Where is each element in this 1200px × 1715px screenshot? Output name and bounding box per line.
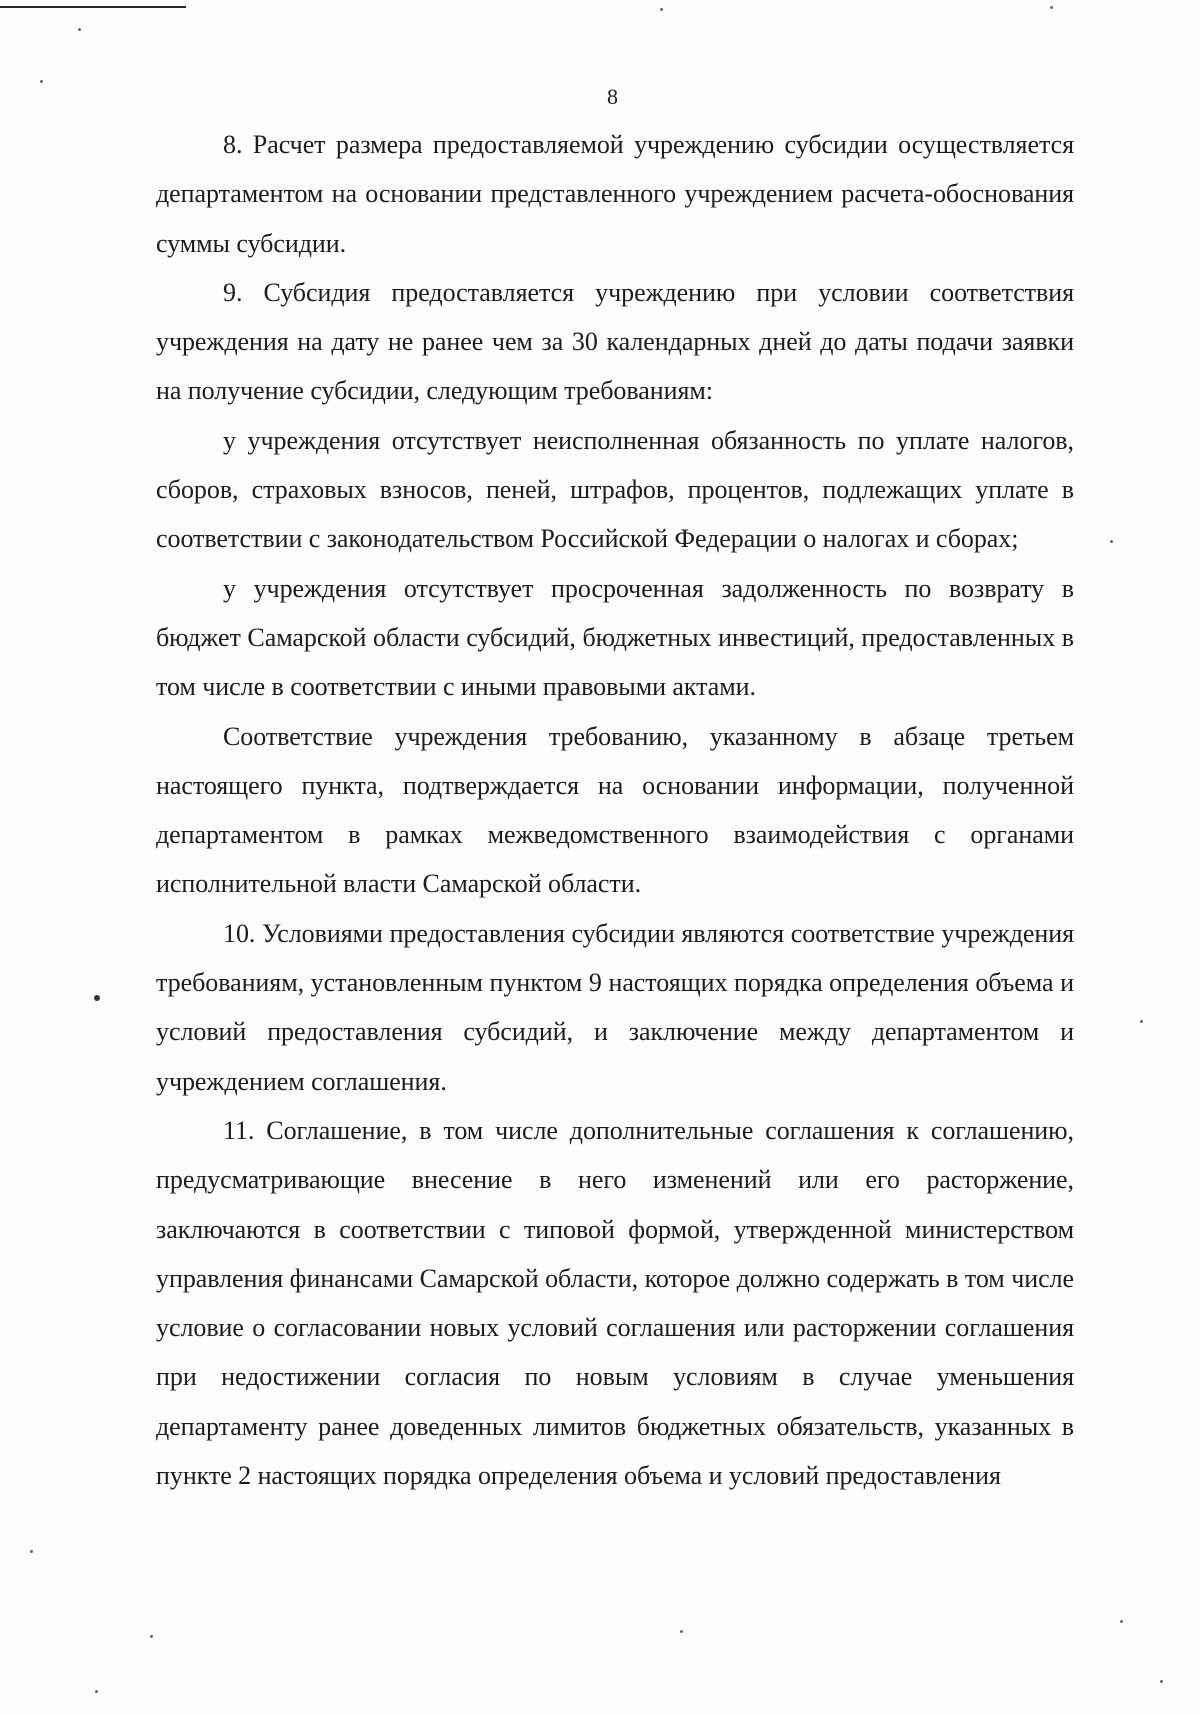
scan-speck [660, 8, 663, 11]
scan-speck [1160, 1680, 1163, 1683]
paragraph-item-9: 9. Субсидия предоставляется учреждению при условии соответствия учреждения на дату не ранее чем за 30 календарных дней до даты подачи заявки на получение субсидии, следующим требованиям: [156, 277, 1074, 406]
page-number: 8 [607, 84, 618, 109]
scan-speck [1050, 6, 1053, 9]
scan-speck [78, 28, 81, 31]
paragraph-requirement-taxes: у учреждения отсутствует неисполненная обязанность по уплате налогов, сборов, страховых взносов, пеней, штрафов, процентов, подлежащих уплате в соответствии с законодательством Российской Федерации о налогах и сборах; [156, 425, 1074, 554]
scan-speck [1110, 540, 1113, 543]
paragraph-requirement-debt: у учреждения отсутствует просроченная задолженность по возврату в бюджет Самарской области субсидий, бюджетных инвестиций, предоставленных в том числе в соответствии с иными правовыми актами. [156, 573, 1074, 702]
scan-speck [1140, 1020, 1143, 1023]
scan-speck [680, 1630, 683, 1633]
scan-edge-line [0, 6, 186, 8]
paragraph-item-11: 11. Соглашение, в том числе дополнительные соглашения к соглашению, предусматривающие внесение в него изменений или его расторжение, заключаются в соответствии с типовой формой, утвержденной министерством управления финансами Самарской области, которое должно содержать в том числе условие о согласовании новых условий соглашения или расторжении соглашения при недостижении согласия по новым условиям в случае уменьшения департаменту ранее доведенных лимитов бюджетных обязательств, указанных в пункте 2 настоящих порядка определения объема и условий предоставления [156, 1115, 1074, 1491]
paragraph-confirmation: Соответствие учреждения требованию, указанному в абзаце третьем настоящего пункта, подтверждается на основании информации, полученной департаментом в рамках межведомственного взаимодействия с органами исполнительной власти Самарской области. [156, 721, 1074, 899]
scan-speck [95, 1690, 98, 1693]
scan-speck [150, 1635, 153, 1638]
scan-speck [1120, 1620, 1123, 1623]
body-text [156, 120, 1074, 1500]
paragraph-item-8: 8. Расчет размера предоставляемой учреждению субсидии осуществляется департаментом на основании представленного учреждением расчета-обоснования суммы субсидии. [156, 130, 1074, 258]
scan-speck [30, 1550, 33, 1553]
scan-speck [94, 995, 100, 1001]
paragraph-item-10: 10. Условиями предоставления субсидии являются соответствие учреждения требованиям, установленным пунктом 9 настоящих порядка определения объема и условий предоставления субсидий, и заключение между департаментом и учреждением соглашения. [156, 918, 1074, 1096]
